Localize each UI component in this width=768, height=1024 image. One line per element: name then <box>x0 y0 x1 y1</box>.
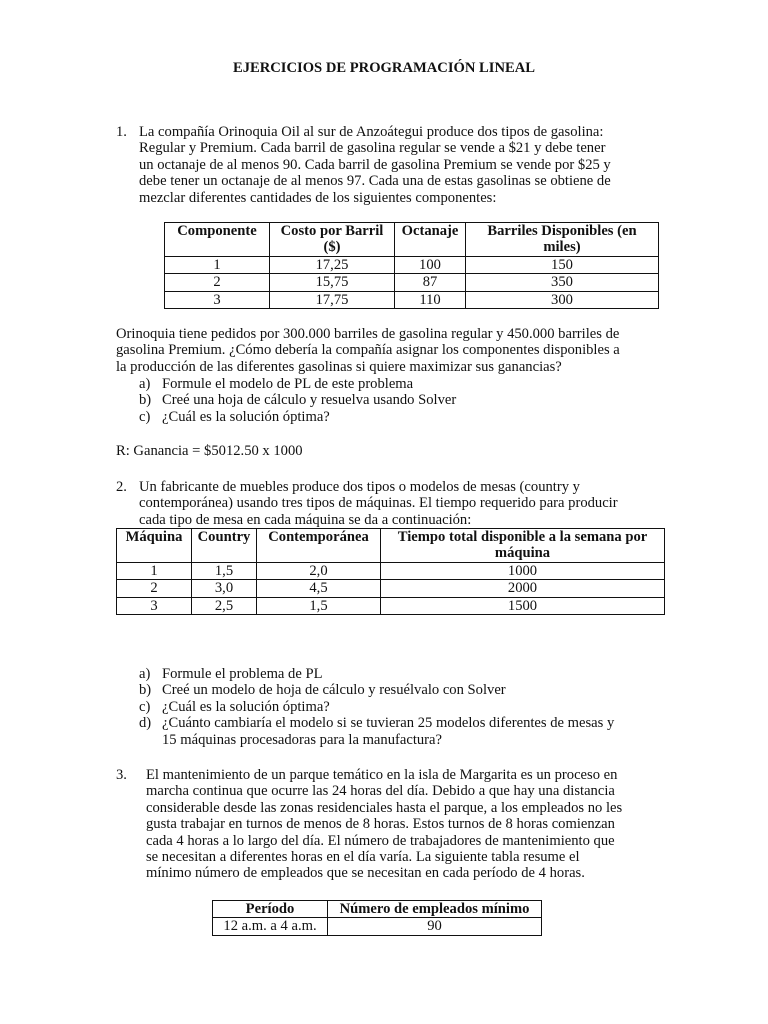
table-cell: 17,25 <box>270 256 395 273</box>
table-header-cell: Barriles Disponibles (en miles) <box>466 223 659 257</box>
text-line: un octanaje de al menos 90. Cada barril de gasolina Premium se vende por $25 y <box>139 156 611 173</box>
table-cell: 4,5 <box>257 580 381 597</box>
text-line: debe tener un octanaje de al menos 97. Cada una de estas gasolinas se obtiene de <box>139 173 611 190</box>
table-header-row <box>213 901 542 918</box>
text-line: Orinoquia tiene pedidos por 300.000 barriles de gasolina regular y 450.000 barriles de <box>116 326 620 342</box>
exercise-3-number: 3. <box>116 767 127 783</box>
list-item-text: ¿Cuál es la solución óptima? <box>162 698 330 715</box>
exercise-1-text <box>139 124 611 206</box>
table-cell: 2000 <box>381 580 665 597</box>
list-item-text: Creé un modelo de hoja de cálculo y resuélvalo con Solver <box>162 682 506 699</box>
table-cell: 2,5 <box>192 597 257 614</box>
table-header-cell: Número de empleados mínimo <box>328 901 542 918</box>
table-header-cell: Máquina <box>117 529 192 563</box>
text-line: contemporánea) usando tres tipos de máquinas. El tiempo requerido para producir <box>139 495 618 512</box>
list-item-label: c) <box>139 698 151 715</box>
table-header-cell: Período <box>213 901 328 918</box>
table-cell: 1,5 <box>257 597 381 614</box>
table-row <box>165 256 659 273</box>
table-header-cell: Componente <box>165 223 270 257</box>
table-row <box>165 291 659 308</box>
table-cell: 110 <box>395 291 466 308</box>
table-cell: 3 <box>165 291 270 308</box>
list-item-label: b) <box>139 392 152 409</box>
text-line: La compañía Orinoquia Oil al sur de Anzoátegui produce dos tipos de gasolina: <box>139 124 604 140</box>
table-cell: 2 <box>117 580 192 597</box>
table-cell: 2 <box>165 274 270 291</box>
table-cell: 87 <box>395 274 466 291</box>
table-header-cell: Tiempo total disponible a la semana por máquina <box>381 529 665 563</box>
exercise-1-after-text <box>116 326 620 375</box>
table-row <box>117 597 665 614</box>
text-line: considerable desde las zonas residenciales hasta el parque, a los empleados no les <box>146 799 623 816</box>
table-row <box>213 918 542 935</box>
list-item-text: ¿Cuánto cambiaría el modelo si se tuvieran 25 modelos diferentes de mesas y <box>162 715 615 732</box>
table-cell: 1,5 <box>192 562 257 579</box>
table-cell: 350 <box>466 274 659 291</box>
text-line: Regular y Premium. Cada barril de gasolina regular se vende a $21 y debe tener <box>139 140 606 157</box>
exercise-2-text <box>139 479 618 528</box>
table-header-cell: Octanaje <box>395 223 466 257</box>
document-title: EJERCICIOS DE PROGRAMACIÓN LINEAL <box>232 60 536 76</box>
text-line: cada tipo de mesa en cada máquina se da a continuación: <box>139 511 472 528</box>
list-item-label: c) <box>139 408 151 425</box>
list-item-label: b) <box>139 682 152 699</box>
list-item-text: ¿Cuál es la solución óptima? <box>162 408 330 425</box>
text-line: gusta trabajar en turnos de menos de 8 horas. Estos turnos de 8 horas comienzan <box>146 816 615 833</box>
list-item-label: a) <box>139 666 151 682</box>
table-cell: 17,75 <box>270 291 395 308</box>
exercise-1-answer: R: Ganancia = $5012.50 x 1000 <box>116 443 303 459</box>
text-line: cada 4 horas a lo largo del día. El número de trabajadores de mantenimiento que <box>146 832 615 849</box>
table-cell: 300 <box>466 291 659 308</box>
table-cell: 1 <box>117 562 192 579</box>
list-item-text-continued: 15 máquinas procesadoras para la manufactura? <box>162 731 442 748</box>
list-item-label: a) <box>139 376 151 392</box>
text-line: la producción de las diferentes gasolinas si quiere maximizar sus ganancias? <box>116 358 562 375</box>
table-cell: 1500 <box>381 597 665 614</box>
text-line: El mantenimiento de un parque temático en la isla de Margarita es un proceso en <box>146 767 618 783</box>
table-row <box>117 580 665 597</box>
table-cell: 100 <box>395 256 466 273</box>
table-header-cell: Contemporánea <box>257 529 381 563</box>
table-cell: 1 <box>165 256 270 273</box>
table-header-cell: Country <box>192 529 257 563</box>
text-line: se necesitan a diferentes horas en el día varía. La siguiente tabla resume el <box>146 849 580 866</box>
list-item-label: d) <box>139 715 152 732</box>
table-cell: 3 <box>117 597 192 614</box>
components-table <box>164 222 659 309</box>
exercise-1-number: 1. <box>116 124 127 140</box>
list-item-text: Formule el problema de PL <box>162 666 323 682</box>
table-cell: 150 <box>466 256 659 273</box>
table-row <box>117 562 665 579</box>
table-cell: 90 <box>328 918 542 935</box>
exercise-3-text <box>146 767 622 882</box>
table-header-cell: Costo por Barril ($) <box>270 223 395 257</box>
text-line: Un fabricante de muebles produce dos tipos o modelos de mesas (country y <box>139 479 580 495</box>
text-line: mínimo número de empleados que se necesitan en cada período de 4 horas. <box>146 865 585 882</box>
table-cell: 1000 <box>381 562 665 579</box>
table-header-row <box>165 223 659 257</box>
text-line: gasolina Premium. ¿Cómo debería la compañía asignar los componentes disponibles a <box>116 342 620 359</box>
table-header-row <box>117 529 665 563</box>
list-item-text: Creé una hoja de cálculo y resuelva usando Solver <box>162 392 457 409</box>
shifts-table <box>212 900 542 936</box>
machines-table <box>116 528 665 615</box>
table-cell: 15,75 <box>270 274 395 291</box>
table-cell: 3,0 <box>192 580 257 597</box>
text-line: marcha continua que ocurre las 24 horas del día. Debido a que hay una distancia <box>146 783 615 800</box>
table-row <box>165 274 659 291</box>
text-line: mezclar diferentes cantidades de los siguientes componentes: <box>139 189 497 206</box>
exercise-2-number: 2. <box>116 479 127 495</box>
list-item-text: Formule el modelo de PL de este problema <box>162 376 414 392</box>
table-cell: 12 a.m. a 4 a.m. <box>213 918 328 935</box>
table-cell: 2,0 <box>257 562 381 579</box>
